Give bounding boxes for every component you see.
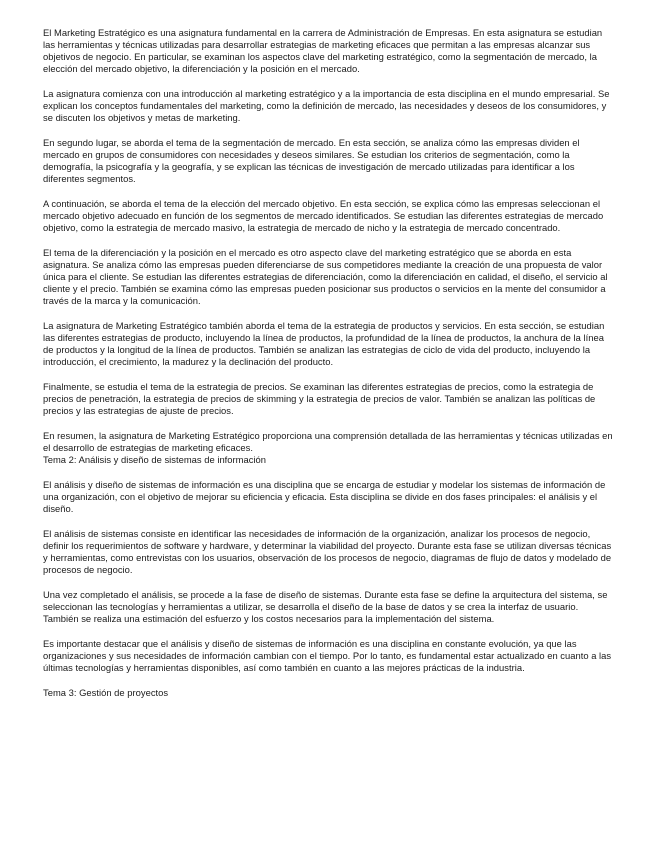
paragraph-diferenciacion: El tema de la diferenciación y la posición en el mercado es otro aspecto clave del marketing estratégico que se aborda en esta asignatura. Se analiza cómo las empresas pueden diferenciarse de sus competidores mediante la creación de una propuesta de valor única para el cliente. Se estudian las diferentes estrategias de diferenciación, como la diferenciación en calidad, el diseño, el servicio al cliente y el precio. También se examina cómo las empresas pueden posicionar sus productos o servicios en la mente del consumidor a través de la marca y la comunicación. bbox=[43, 247, 608, 306]
paragraph-introduccion: La asignatura comienza con una introducción al marketing estratégico y a la importancia de esta disciplina en el mundo empresarial. Se explican los conceptos fundamentales del marketing, como la definición de mercado, las necesidades y deseos de los consumidores, y se discuten los objetivos y metas de marketing. bbox=[43, 88, 610, 123]
paragraph-sistemas-intro: El análisis y diseño de sistemas de información es una disciplina que se encarga de estudiar y modelar los sistemas de información de una organización, con el objetivo de mejorar su eficiencia y eficacia. Esta disciplina se divide en dos fases principales: el análisis y el diseño. bbox=[43, 479, 606, 514]
paragraph-diseno: Una vez completado el análisis, se procede a la fase de diseño de sistemas. Durante esta fase se define la arquitectura del sistema, se seleccionan las tecnologías y herramientas a utilizar, se desarrolla el diseño de la base de datos y se crea la interfaz de usuario. También se realiza una estimación del esfuerzo y los costos necesarios para la implementación del sistema. bbox=[43, 589, 608, 624]
paragraph-precios: Finalmente, se estudia el tema de la estrategia de precios. Se examinan las diferentes estrategias de precios, como la estrategia de precios de penetración, la estrategia de precios de skimming y la estrategia de precios de valor. También se analizan las políticas de precios y las estrategias de ajuste de precios. bbox=[43, 381, 596, 416]
paragraph-evolucion: Es importante destacar que el análisis y diseño de sistemas de información es una disciplina en constante evolución, ya que las organizaciones y sus necesidades de información cambian con el tiempo. Por lo tanto, es fundamental estar actualizado en cuanto a las últimas tecnologías y herramientas disponibles, así como también en cuanto a las mejores prácticas de la industria. bbox=[43, 638, 612, 673]
paragraph-productos: La asignatura de Marketing Estratégico también aborda el tema de la estrategia de productos y servicios. En esta sección, se estudian las diferentes estrategias de producto, incluyendo la línea de productos, la profundidad de la línea de productos, la anchura de la línea de productos y la longitud de la línea de productos. También se analizan las estrategias de ciclo de vida del producto, incluyendo la introducción, el crecimiento, la madurez y la declinación del producto. bbox=[43, 320, 605, 367]
paragraph-mercado-objetivo: A continuación, se aborda el tema de la elección del mercado objetivo. En esta sección, se explica cómo las empresas seleccionan el mercado objetivo adecuado en función de los segmentos de mercado identificados. Se estudian las diferentes estrategias de mercado objetivo, como la estrategia de mercado masivo, la estrategia de mercado de nicho y la estrategia de mercado concentrado. bbox=[43, 198, 604, 233]
paragraph-segmentacion: En segundo lugar, se aborda el tema de la segmentación de mercado. En esta sección, se analiza cómo las empresas dividen el mercado en grupos de consumidores con necesidades y deseos similares. Se estudian los criterios de segmentación, como la demografía, la psicografía y la geografía, y se explican las técnicas de investigación de mercado utilizadas para identificar a los diferentes segmentos. bbox=[43, 137, 580, 184]
paragraph-resumen: En resumen, la asignatura de Marketing Estratégico proporciona una comprensión detallada de las herramientas y técnicas utilizadas en el desarrollo de estrategias de marketing eficaces. bbox=[43, 430, 613, 453]
paragraph-analisis: El análisis de sistemas consiste en identificar las necesidades de información de la organización, analizar los procesos de negocio, definir los requerimientos de software y hardware, y determinar la viabilidad del proyecto. Durante esta fase se utilizan diversas técnicas y herramientas, como entrevistas con los usuarios, observación de los procesos de negocio, diagramas de flujo de datos y modelado de procesos de negocio. bbox=[43, 528, 612, 575]
heading-tema-2: Tema 2: Análisis y diseño de sistemas de información bbox=[43, 454, 267, 465]
heading-tema-3: Tema 3: Gestión de proyectos bbox=[43, 687, 169, 698]
paragraph-intro: El Marketing Estratégico es una asignatura fundamental en la carrera de Administración de Empresas. En esta asignatura se estudian las herramientas y técnicas utilizadas para desarrollar estrategias de marketing eficaces que permitan a las empresas alcanzar sus objetivos de negocio. En particular, se examinan los aspectos clave del marketing estratégico, como la segmentación de mercado, la elección del mercado objetivo, la diferenciación y la posición en el mercado. bbox=[43, 27, 603, 74]
